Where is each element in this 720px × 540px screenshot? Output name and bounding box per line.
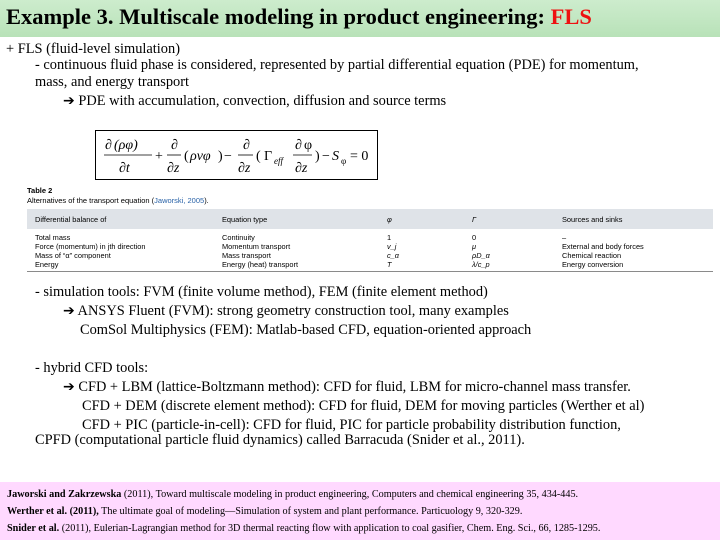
eq-zero: = 0 (350, 149, 369, 164)
line-fls: + FLS (fluid-level simulation) (6, 41, 180, 57)
equation-svg (96, 131, 377, 179)
line-pde: ➔ PDE with accumulation, convection, diffusion and source terms (63, 93, 447, 109)
title-bar (0, 0, 720, 37)
reference-werther: Werther et al. (2011), The ultimate goal of modeling—Simulation of system and plant performance. Particuology 9, 320-329. (7, 506, 523, 517)
table-caption: Alternatives of the transport equation (Jaworski, 2005). (27, 196, 209, 205)
eq-paren2: ) (218, 149, 223, 164)
eq-sub-phi: φ (341, 156, 347, 166)
table-label: Table 2 (27, 186, 53, 195)
reference-snider: Snider et al. (2011), Eulerian-Lagrangian method for 3D thermal reacting flow with application to coal gasifier, Chem. Eng. Sci., 66, 1285-1295. (7, 523, 601, 534)
eq-vphi: ρvφ (190, 149, 211, 164)
line-ansys: ➔ ANSYS Fluent (FVM): strong geometry construction tool, many examples (63, 303, 509, 319)
eq-eff: eff (274, 156, 283, 166)
line-cpfd: CPFD (computational particle fluid dynamics) called Barracuda (Snider et al., 2011). (35, 432, 525, 448)
eq-phi: φ (304, 138, 313, 153)
eq-dt: ∂t (119, 161, 130, 176)
reference-jaworski: Jaworski and Zakrzewska (2011), Toward multiscale modeling in product engineering, Computers and chemical engineering 35, 434-445. (7, 489, 579, 500)
line-lbm: ➔ CFD + LBM (lattice-Boltzmann method): CFD for fluid, LBM for micro-channel mass transfer. (63, 379, 631, 395)
transport-table (27, 209, 713, 272)
table-row: Total mass Continuity 1 0 – (35, 233, 567, 242)
eq-rho-phi: (ρφ) (114, 138, 138, 153)
th-gamma: Γ (464, 209, 554, 229)
eq-paren4: ) (315, 149, 320, 164)
eq-plus: + (155, 149, 163, 164)
right-arrow-icon: ➔ (63, 303, 75, 319)
transport-equation (95, 130, 378, 180)
line-sim-tools: - simulation tools: FVM (finite volume method), FEM (finite element method) (35, 284, 488, 300)
eq-minus1: − (224, 149, 232, 164)
eq-paren3: ( (256, 149, 261, 164)
eq-S: S (332, 149, 339, 164)
line-comsol: ComSol Multiphysics (FEM): Matlab-based CFD, equation-oriented approach (80, 322, 532, 338)
th-type: Equation type (214, 209, 379, 229)
line-dem: CFD + DEM (discrete element method): CFD for fluid, DEM for moving particles (Werther et al) (82, 398, 645, 414)
eq-d1: ∂ (105, 138, 112, 153)
eq-gamma: Γ (264, 149, 273, 164)
right-arrow-icon: ➔ (63, 93, 75, 109)
line-continuous: - continuous fluid phase is considered, represented by partial differential equation (PDE) for momentum, (35, 57, 639, 73)
slide-title: Example 3. Multiscale modeling in product engineering: FLS (6, 4, 592, 29)
title-highlight: FLS (550, 4, 592, 29)
eq-d4: ∂ (295, 138, 302, 153)
right-arrow-icon: ➔ (63, 379, 75, 395)
eq-dz2: ∂z (238, 161, 251, 176)
eq-d3: ∂ (243, 138, 250, 153)
eq-paren1: ( (184, 149, 189, 164)
eq-minus2: − (322, 149, 330, 164)
th-balance: Differential balance of (27, 209, 214, 229)
eq-d2: ∂ (171, 138, 178, 153)
th-sources: Sources and sinks (554, 209, 713, 229)
line-mass-energy: mass, and energy transport (35, 74, 189, 90)
table-row: Mass of “α” component Mass transport c_α ρD_α Chemical reaction (35, 251, 622, 260)
caption-ref-link[interactable]: Jaworski, 2005 (154, 196, 205, 205)
th-phi: φ (379, 209, 464, 229)
line-hybrid: - hybrid CFD tools: (35, 360, 149, 376)
eq-dz3: ∂z (295, 161, 308, 176)
references-panel (0, 482, 720, 540)
table-row: Energy Energy (heat) transport T λ/c_p Energy conversion (27, 260, 713, 272)
eq-dz1: ∂z (167, 161, 180, 176)
table-row: Force (momentum) in jth direction Momentum transport v_j μ External and body forces (35, 242, 644, 251)
line-pic: CFD + PIC (particle-in-cell): CFD for fluid, PIC for particle probability distribution function, (82, 417, 621, 433)
table-header-row (27, 209, 713, 229)
